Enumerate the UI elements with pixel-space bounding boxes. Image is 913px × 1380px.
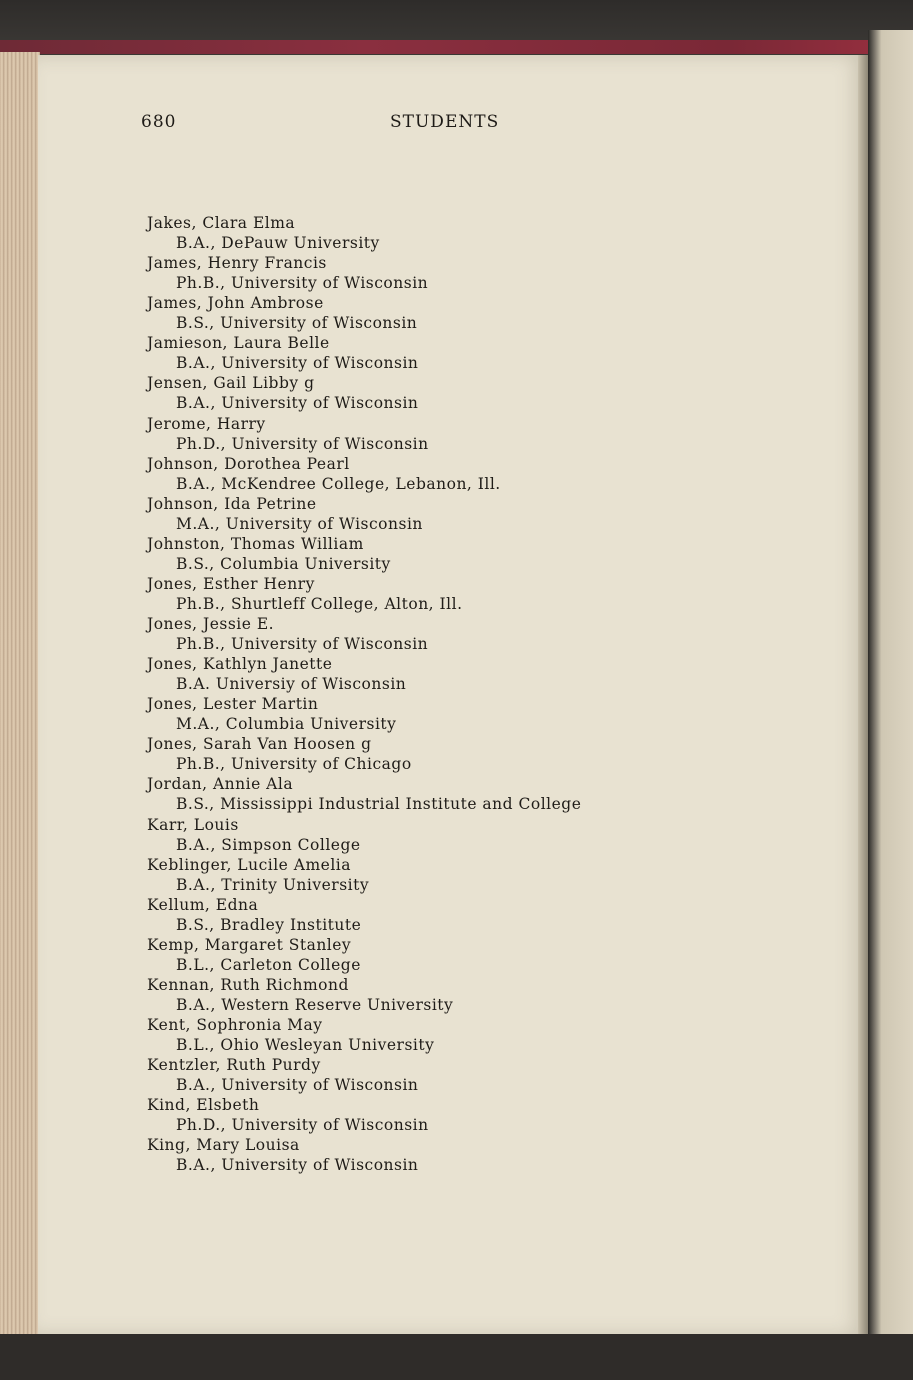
student-name: Jerome, Harry [147, 414, 266, 433]
student-degree: B.A., University of Wisconsin [176, 354, 419, 373]
student-degree: M.A., University of Wisconsin [176, 514, 423, 533]
student-name: Kentzler, Ruth Purdy [147, 1056, 321, 1075]
student-degree: Ph.B., Shurtleff College, Alton, Ill. [176, 594, 463, 613]
student-name: Johnson, Ida Petrine [147, 494, 317, 513]
student-name: Kellum, Edna [147, 895, 259, 914]
student-name: King, Mary Louisa [147, 1136, 300, 1155]
student-name: Jones, Jessie E. [147, 615, 275, 633]
student-degree: Ph.B., University of Wisconsin [176, 274, 429, 293]
student-name: Keblinger, Lucile Amelia [147, 855, 352, 874]
student-name: Jamieson, Laura Belle [147, 334, 330, 353]
student-degree: B.A., University of Wisconsin [176, 1156, 419, 1175]
student-degree: B.A., University of Wisconsin [176, 1076, 419, 1095]
student-name: Kennan, Ruth Richmond [147, 975, 349, 994]
student-degree: B.A., Western Reserve University [176, 995, 454, 1014]
student-degree: B.L., Ohio Wesleyan University [176, 1036, 435, 1054]
student-degree: B.A., Trinity University [176, 875, 370, 894]
student-name: Jones, Lester Martin [147, 695, 319, 714]
student-name: Jordan, Annie Ala [147, 775, 294, 794]
student-degree: B.A., McKendree College, Lebanon, Ill. [176, 474, 501, 493]
page-gutter [858, 55, 868, 1335]
book-binding-edge [0, 40, 913, 54]
student-degree: B.S., Bradley Institute [176, 915, 362, 934]
student-name: Kind, Elsbeth [147, 1096, 260, 1115]
page-title: STUDENTS [390, 112, 500, 132]
student-name: James, Henry Francis [147, 254, 327, 273]
student-degree: B.A. Universiy of Wisconsin [176, 675, 407, 694]
student-degree: B.A., University of Wisconsin [176, 394, 419, 413]
student-name: Johnson, Dorothea Pearl [147, 454, 350, 473]
page-number: 680 [141, 112, 177, 132]
student-degree: B.S., Columbia University [176, 554, 391, 573]
student-degree: M.A., Columbia University [176, 715, 397, 734]
student-degree: Ph.B., University of Chicago [176, 755, 412, 774]
student-name: Karr, Louis [147, 815, 239, 834]
student-name: Jones, Sarah Van Hoosen g [147, 735, 372, 754]
student-name: Johnston, Thomas William [147, 534, 364, 553]
student-degree: B.S., University of Wisconsin [176, 314, 418, 333]
student-degree: B.A., DePauw University [176, 234, 380, 252]
student-name: Jones, Esther Henry [147, 574, 315, 593]
student-degree: B.L., Carleton College [176, 955, 361, 974]
student-name: Kemp, Margaret Stanley [147, 935, 352, 954]
student-degree: B.S., Mississippi Industrial Institute and College [176, 795, 582, 814]
student-name: Kent, Sophronia May [147, 1016, 323, 1034]
student-name: Jensen, Gail Libby g [147, 374, 315, 393]
student-degree: Ph.D., University of Wisconsin [176, 1116, 429, 1135]
student-degree: Ph.B., University of Wisconsin [176, 635, 429, 653]
student-name: Jones, Kathlyn Janette [147, 655, 333, 674]
student-degree: Ph.D., University of Wisconsin [176, 434, 429, 453]
bottom-background [0, 1334, 913, 1380]
student-name: Jakes, Clara Elma [147, 214, 296, 232]
student-degree: B.A., Simpson College [176, 835, 361, 854]
student-name: James, John Ambrose [147, 294, 324, 313]
facing-page-sliver [868, 30, 913, 1335]
page-stack-edge [0, 52, 40, 1334]
